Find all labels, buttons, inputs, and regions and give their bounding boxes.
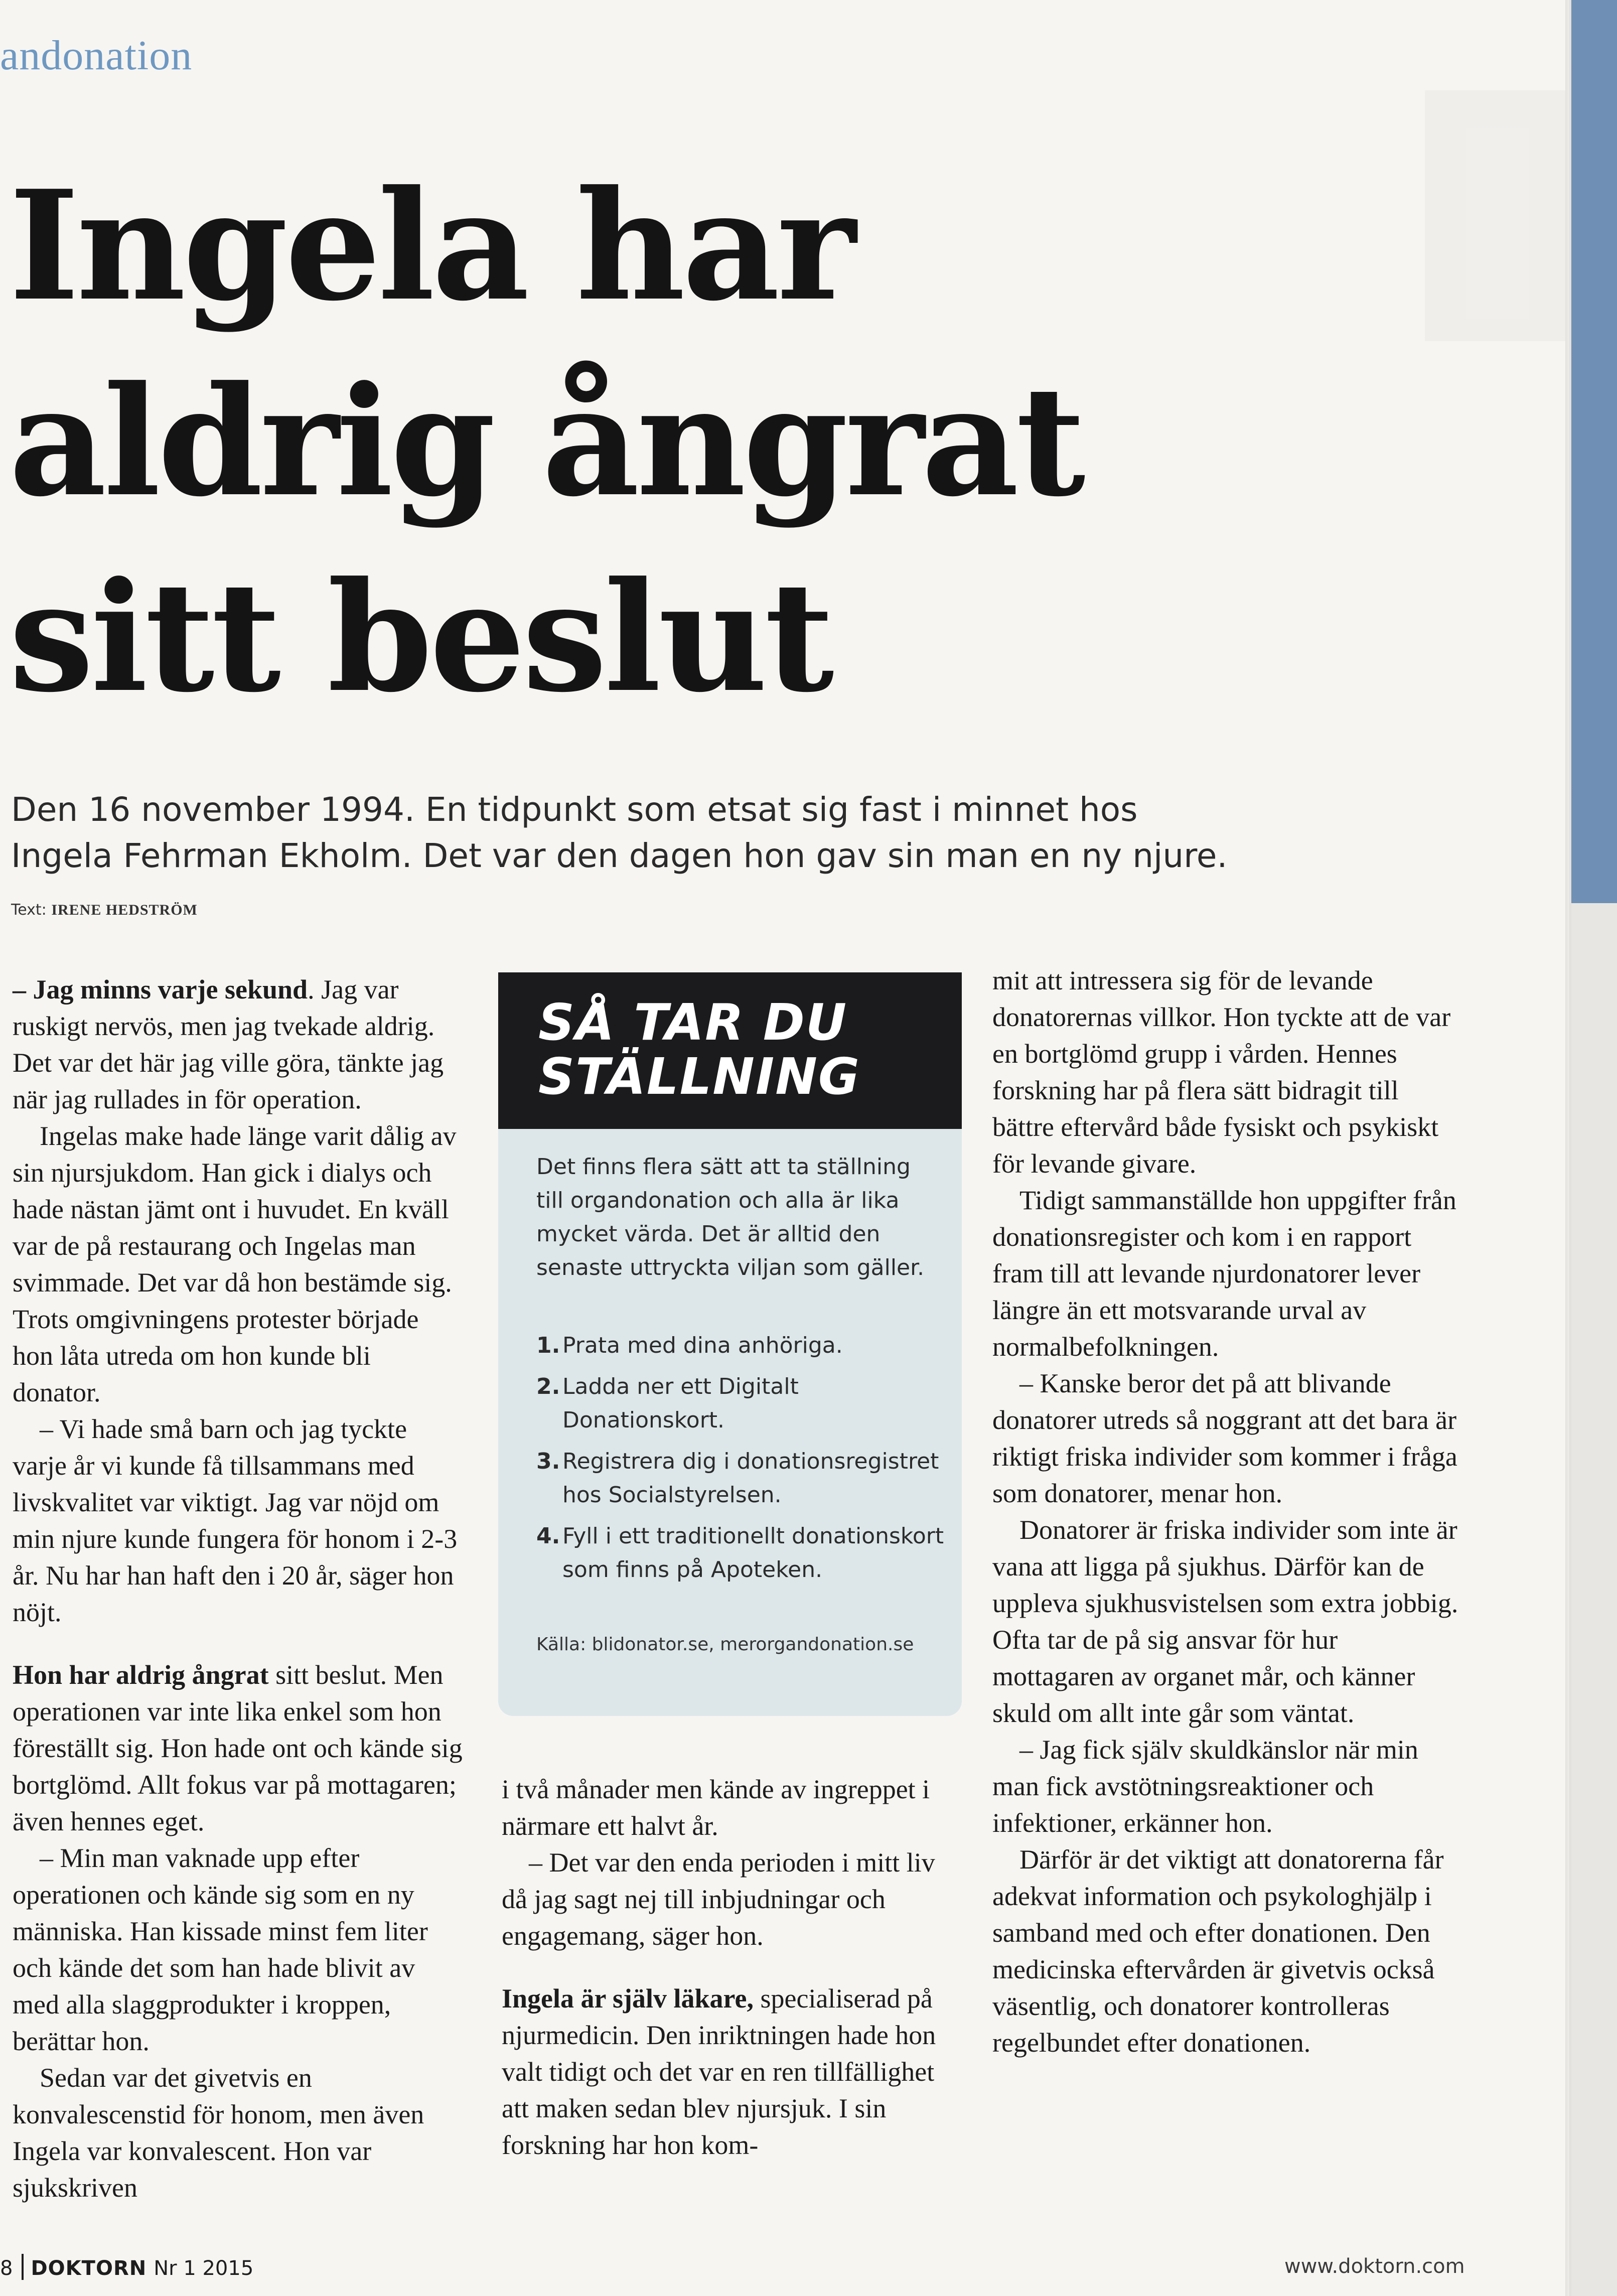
factbox-item-number: 2. [536, 1374, 560, 1399]
headline-line: Ingela har [9, 157, 853, 334]
paragraph: – Min man vaknade upp efter operationen och kände sig som en ny människa. Han kissade minst fem liter och kände det som han hade blivit av med alla slaggprodukter i kroppen, berättar hon. [13, 1843, 428, 2056]
factbox-item-number: 1. [536, 1333, 560, 1358]
paragraph: – Det var den enda perioden i mitt liv då jag sagt nej till inbjudningar och engagemang, säger hon. [502, 1847, 935, 1951]
paragraph-text: . Jag var ruskigt nervös, men jag tvekade aldrig. Det var det här jag ville göra, tänkte jag när jag rullades in för operation. [13, 974, 444, 1114]
byline-prefix: Text: [11, 901, 47, 919]
lede-line: Den 16 november 1994. En tidpunkt som etsat sig fast i minnet hos [11, 790, 1138, 829]
factbox-title-line: STÄLLNING [538, 1047, 860, 1106]
paragraph: – Jag fick själv skuldkänslor när min man fick avstötningsreaktioner och infektioner, erkänner hon. [992, 1735, 1418, 1838]
headline [9, 148, 1539, 735]
factbox-item-number: 4. [536, 1523, 560, 1549]
factbox-item [536, 1519, 948, 1587]
paragraph [502, 1980, 956, 2164]
footer-folio [0, 2254, 253, 2280]
folio-divider [22, 2254, 24, 2280]
headline-line: sitt beslut [9, 548, 831, 726]
paragraph-text: sitt beslut. Men operationen var inte lika enkel som hon föreställt sig. Hon hade ont och kände sig bortglömd. Allt fokus var på mottagaren; även hennes eget. [13, 1660, 463, 1836]
factbox-list [536, 1329, 948, 1594]
factbox-title [538, 995, 860, 1104]
factbox-title-line: SÅ TAR DU [538, 993, 848, 1052]
factbox-body [498, 1129, 962, 1716]
paragraph: – Vi hade små barn och jag tyckte varje år vi kunde få tillsammans med livskvalitet var viktigt. Jag var nöjd om min njure kunde fungera för honom i 2-3 år. Nu har han haft den i 20 år, säger hon nöjt. [13, 1414, 458, 1627]
paragraph-lead: Hon har aldrig ångrat [13, 1660, 269, 1690]
footer-url[interactable]: www.doktorn.com [1284, 2255, 1465, 2278]
paragraph: Sedan var det givetvis en konvalescenstid för honom, men även Ingela var konvalescent. Hon var sjukskriven [13, 2063, 424, 2203]
paragraph: Tidigt sammanställde hon uppgifter från donationsregister och kom i en rapport fram till att levande njurdonatorer lever längre än ett motsvarande urval av normalbefolkningen. [992, 1185, 1456, 1362]
paragraph-text: specialiserad på njurmedicin. Den inriktningen hade hon valt tidigt och det var en ren tillfällighet att maken sedan blev njursjuk. I sin forskning har hon kom- [502, 1983, 936, 2160]
paragraph: mit att intressera sig för de levande donatorernas villkor. Hon tyckte att de var en bortglömd grupp i vården. Hennes forskning har på flera sätt bidragit till bättre eftervård både fysiskt och psykiskt för levande givare. [992, 965, 1451, 1179]
lede [11, 787, 1315, 879]
factbox-header [498, 972, 962, 1129]
section-label: andonation [0, 32, 193, 79]
byline-name: IRENE HEDSTRÖM [51, 902, 198, 918]
paragraph: Ingelas make hade länge varit dålig av sin njursjukdom. Han gick i dialys och hade nästan jämt ont i huvudet. En kväll var de på restaurang och Ingelas man svimmade. Det var då hon bestämde sig. Trots omgivningens protester började hon låta utreda om hon kunde bli donator. [13, 1121, 457, 1407]
factbox-source: Källa: blidonator.se, merorgandonation.se [536, 1634, 914, 1655]
paragraph: i två månader men kände av ingreppet i närmare ett halvt år. [502, 1774, 930, 1841]
lede-line: Ingela Fehrman Ekholm. Det var den dagen hon gav sin man en ny njure. [11, 836, 1228, 875]
paragraph: Därför är det viktigt att donatorerna får adekvat information och psykologhjälp i samband med och efter donationen. Den medicinska eftervården är givetvis också väsentlig, och donatorer kontrolleras regelbundet efter donationen. [992, 1844, 1444, 2058]
paragraph: Donatorer är friska individer som inte är vana att ligga på sjukhus. Därför kan de uppleva sjukhusvistelsen som extra jobbig. Ofta tar de på sig ansvar för hur mottagaren av organet mår, och känner skuld om allt inte går som väntat. [992, 1515, 1458, 1728]
factbox-item [536, 1370, 948, 1437]
magazine-name: DOKTORN [31, 2257, 147, 2280]
page-number: 8 [0, 2257, 13, 2280]
factbox-item-text: Prata med dina anhöriga. [562, 1333, 843, 1358]
factbox-item-number: 3. [536, 1449, 560, 1474]
factbox-intro: Det finns flera sätt att ta ställning till organdonation och alla är lika mycket värda. Det är alltid den senaste uttryckta viljan som gäller. [536, 1154, 925, 1280]
body-column-3 [992, 962, 1464, 2061]
body-column-1 [13, 971, 464, 2206]
factbox-item-text: Registrera dig i donationsregistret hos Socialstyrelsen. [562, 1449, 939, 1508]
paragraph-lead: – Jag minns varje sekund [13, 974, 308, 1004]
issue-number: Nr 1 2015 [154, 2257, 254, 2280]
paragraph [13, 1657, 464, 1840]
byline [11, 901, 198, 919]
factbox-item [536, 1329, 948, 1362]
page-fold-shadow [1565, 0, 1572, 2296]
factbox-item-text: Ladda ner ett Digitalt Donationskort. [562, 1374, 799, 1433]
adjacent-page-band [1571, 0, 1617, 903]
factbox-item [536, 1445, 948, 1512]
body-column-2 [502, 1771, 956, 2164]
factbox-item-text: Fyll i ett traditionellt donationskort som finns på Apoteken. [562, 1523, 944, 1583]
paragraph [13, 971, 464, 1118]
paragraph-lead: Ingela är själv läkare, [502, 1983, 754, 2014]
paragraph: – Kanske beror det på att blivande donatorer utreds så noggrant att det bara är riktigt friska individer som kommer i fråga som donatorer, menar hon. [992, 1368, 1457, 1508]
headline-line: aldrig ångrat [9, 353, 1083, 530]
